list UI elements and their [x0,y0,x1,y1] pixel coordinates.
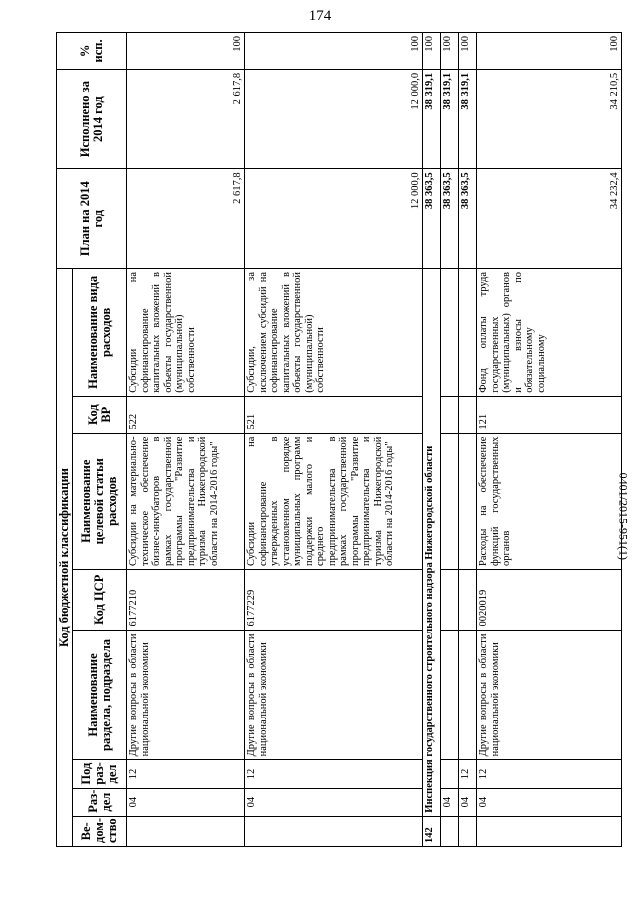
header-budget-code: Код бюджетной классификации [57,269,73,847]
cell-csr: 0020019 [477,569,622,630]
header-name-section: Наименование раздела, подраздела [73,630,127,760]
table-row-agency [423,33,441,847]
table-row [477,33,622,847]
cell-name-section: Другие вопросы в области национальной экономики [245,630,423,760]
cell-vr: 121 [477,396,622,433]
cell-pct: 100 [459,33,477,70]
table-row [245,33,423,847]
cell-vr [459,396,477,433]
cell-ved [477,816,622,846]
cell-razdel: 04 [127,788,245,816]
cell-name-expense: Субсидии на софинансирование капитальных вложений в объекты государственной (муниципальной) собственности [127,269,245,397]
cell-pct: 100 [245,33,423,70]
cell-name-expense: Субсидии, за исключением субсидий на софинансирование капитальных вложений в объекты государственной (муниципальной) собственности [245,269,423,397]
cell-agency-name: Инспекция государственного строительного надзора Нижегородской области [423,269,441,817]
table-row-podrazdel-total [459,33,477,847]
cell-ved [441,816,459,846]
cell-name-target [441,433,459,569]
cell-podrazdel [441,760,459,788]
cell-name-expense: Фонд оплаты труда государственных (муниципальных) органов и взносы по обязательному социальному [477,269,622,397]
cell-pct: 100 [477,33,622,70]
header-name-target: Наименование целевой статьи расходов [73,433,127,569]
cell-pct: 100 [127,33,245,70]
cell-done: 38 319,1 [423,69,441,169]
cell-plan: 2 617,8 [127,169,245,269]
cell-done: 38 319,1 [459,69,477,169]
cell-plan: 12 000,0 [245,169,423,269]
header-done: Исполнено за 2014 год [57,69,127,169]
page-number: 174 [308,8,332,24]
cell-name-section [459,630,477,760]
cell-podrazdel: 12 [245,760,423,788]
header-vr: Код ВР [73,396,127,433]
header-razdel: Раз-дел [73,788,127,816]
cell-razdel: 04 [477,788,622,816]
cell-csr [459,569,477,630]
document-code: 0401/2015-951(1) [616,472,630,560]
cell-name-target: Субсидии на материально-техническое обеспечение бизнес-инкубаторов в рамках государственной программы "Развитие предпринимательства и туризма Нижегородской области на 2014-2016 годы" [127,433,245,569]
cell-pct: 100 [423,33,441,70]
cell-ved [127,816,245,846]
cell-done: 2 617,8 [127,69,245,169]
cell-plan: 38 363,5 [423,169,441,269]
cell-vr: 522 [127,396,245,433]
cell-name-expense [459,269,477,397]
cell-ved [459,816,477,846]
cell-razdel: 04 [459,788,477,816]
cell-plan: 34 232,4 [477,169,622,269]
cell-name-section: Другие вопросы в области национальной экономики [127,630,245,760]
cell-name-expense [441,269,459,397]
cell-name-target: Субсидии на софинансирование утвержденных в установленном порядке муниципальных программ поддержки малого и среднего предпринимательства в рамках государственной программы "Развитие предпринимательства и туризма Нижегородской области на 2014-2016 годы" [245,433,423,569]
cell-razdel: 04 [441,788,459,816]
cell-podrazdel: 12 [477,760,622,788]
cell-name-section [441,630,459,760]
budget-table-rotated [56,32,622,847]
cell-pct: 100 [441,33,459,70]
cell-name-section: Другие вопросы в области национальной экономики [477,630,622,760]
cell-done: 12 000,0 [245,69,423,169]
cell-done: 34 210,5 [477,69,622,169]
header-podrazdel: Под раз-дел [73,760,127,788]
cell-ved [245,816,423,846]
cell-csr: 6177210 [127,569,245,630]
table-row-razdel-total [441,33,459,847]
budget-table [56,32,622,847]
cell-razdel: 04 [245,788,423,816]
cell-name-target: Расходы на обеспечение функций государственных органов [477,433,622,569]
header-name-expense: Наименование вида расходов [73,269,127,397]
cell-csr [441,569,459,630]
cell-plan: 38 363,5 [441,169,459,269]
cell-csr: 6177229 [245,569,423,630]
table-row [127,33,245,847]
cell-done: 38 319,1 [441,69,459,169]
cell-vr: 521 [245,396,423,433]
header-ved: Ве-дом-ство [73,816,127,846]
cell-plan: 38 363,5 [459,169,477,269]
cell-podrazdel: 12 [127,760,245,788]
header-csr: Код ЦСР [73,569,127,630]
header-pct: % исп. [57,33,127,70]
cell-name-target [459,433,477,569]
cell-vr [441,396,459,433]
cell-ved: 142 [423,816,441,846]
header-plan: План на 2014 год [57,169,127,269]
cell-podrazdel: 12 [459,760,477,788]
